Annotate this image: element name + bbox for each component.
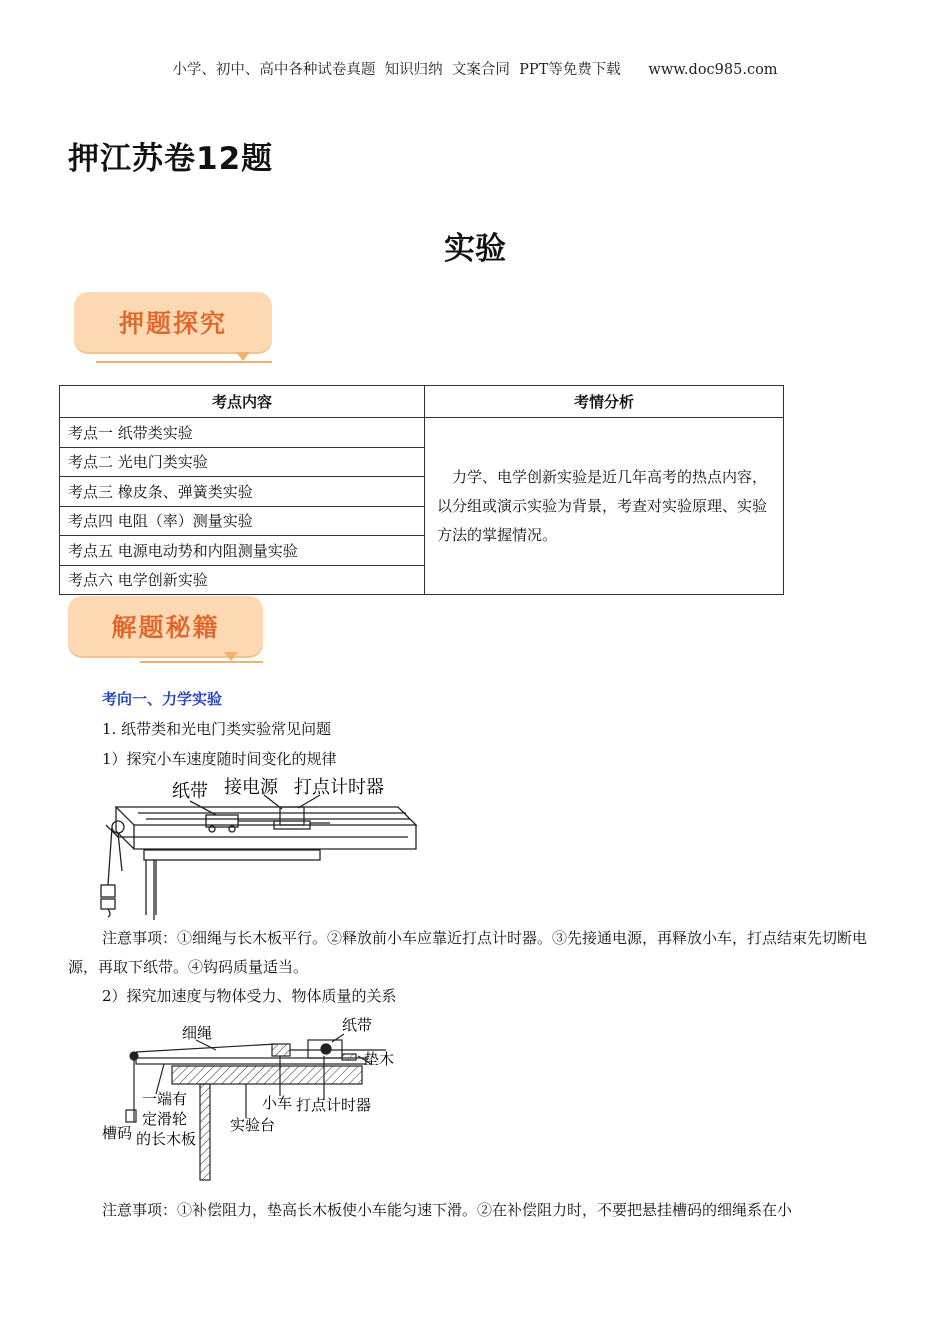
analysis-text: 力学、电学创新实验是近几年高考的热点内容，以分组或演示实验为背景，考查对实验原理、实验方法的掌握情况。: [437, 467, 768, 544]
site-header: 小学、初中、高中各种试卷真题 知识归纳 文案合同 PPT等免费下载 www.doc985.com: [172, 62, 778, 78]
table-row: [60, 418, 784, 448]
table-cell-point: 考点四 电阻（率）测量实验: [60, 506, 425, 536]
page-title: 押江苏卷12题: [68, 141, 274, 177]
label-paper-tape: 纸带: [172, 781, 208, 802]
exam-point-table: [59, 385, 784, 595]
label-power: 接电源: [224, 777, 278, 798]
table-cell-point: 考点二 光电门类实验: [60, 447, 425, 477]
table-cell-point: 考点六 电学创新实验: [60, 565, 425, 595]
banner-underline: [96, 361, 272, 363]
table-cell-analysis: [425, 418, 784, 595]
page-subtitle: 实验: [444, 231, 506, 267]
label-cart: 小车: [262, 1094, 293, 1112]
table-cell-point: 考点一 纸带类实验: [60, 418, 425, 448]
label-table: 实验台: [230, 1116, 276, 1134]
section-heading: 考向一、力学实验: [102, 690, 223, 708]
note-paragraph: 注意事项：①细绳与长木板平行。②释放前小车应靠近打点计时器。③先接通电源，再释放小车，打点结束先切断电源，再取下纸带。④钩码质量适当。: [68, 929, 868, 976]
table-header-row: [60, 386, 784, 418]
list-item: 1）探究小车速度随时间变化的规律: [102, 750, 337, 768]
label-board-2: 定滑轮: [142, 1110, 188, 1128]
label-rope: 细绳: [182, 1024, 213, 1042]
label-board-3: 的长木板: [136, 1130, 197, 1148]
table-cell-point: 考点三 橡皮条、弹簧类实验: [60, 477, 425, 507]
label-block: 垫木: [364, 1050, 395, 1068]
label-weight: 槽码: [102, 1124, 133, 1142]
banner-pointer-icon: [236, 352, 250, 361]
banner-label: 解题秘籍: [111, 613, 220, 642]
label-board-1: 一端有: [142, 1090, 188, 1108]
label-timer: 打点计时器: [296, 1096, 372, 1114]
banner-underline: [140, 661, 263, 663]
figure-acceleration-experiment: [96, 1014, 396, 1186]
label-tape: 纸带: [342, 1016, 373, 1034]
table-header-cell: 考点内容: [60, 386, 425, 418]
list-item: 2）探究加速度与物体受力、物体质量的关系: [102, 987, 397, 1005]
table-cell-point: 考点五 电源电动势和内阻测量实验: [60, 536, 425, 566]
banner-pointer-icon: [224, 652, 238, 661]
banner-yati-tanjiu: [74, 292, 272, 352]
table-header-cell: 考情分析: [425, 386, 784, 418]
banner-jieti-miji: [68, 596, 263, 656]
note-paragraph: 注意事项：①补偿阻力，垫高长木板使小车能匀速下滑。②在补偿阻力时，不要把悬挂槽码的细绳系在小: [102, 1201, 793, 1219]
figure-speed-experiment: [98, 775, 418, 920]
banner-label: 押题探究: [118, 309, 227, 338]
list-item: 1. 纸带类和光电门类实验常见问题: [102, 720, 332, 738]
label-timer: 打点计时器: [294, 777, 384, 798]
